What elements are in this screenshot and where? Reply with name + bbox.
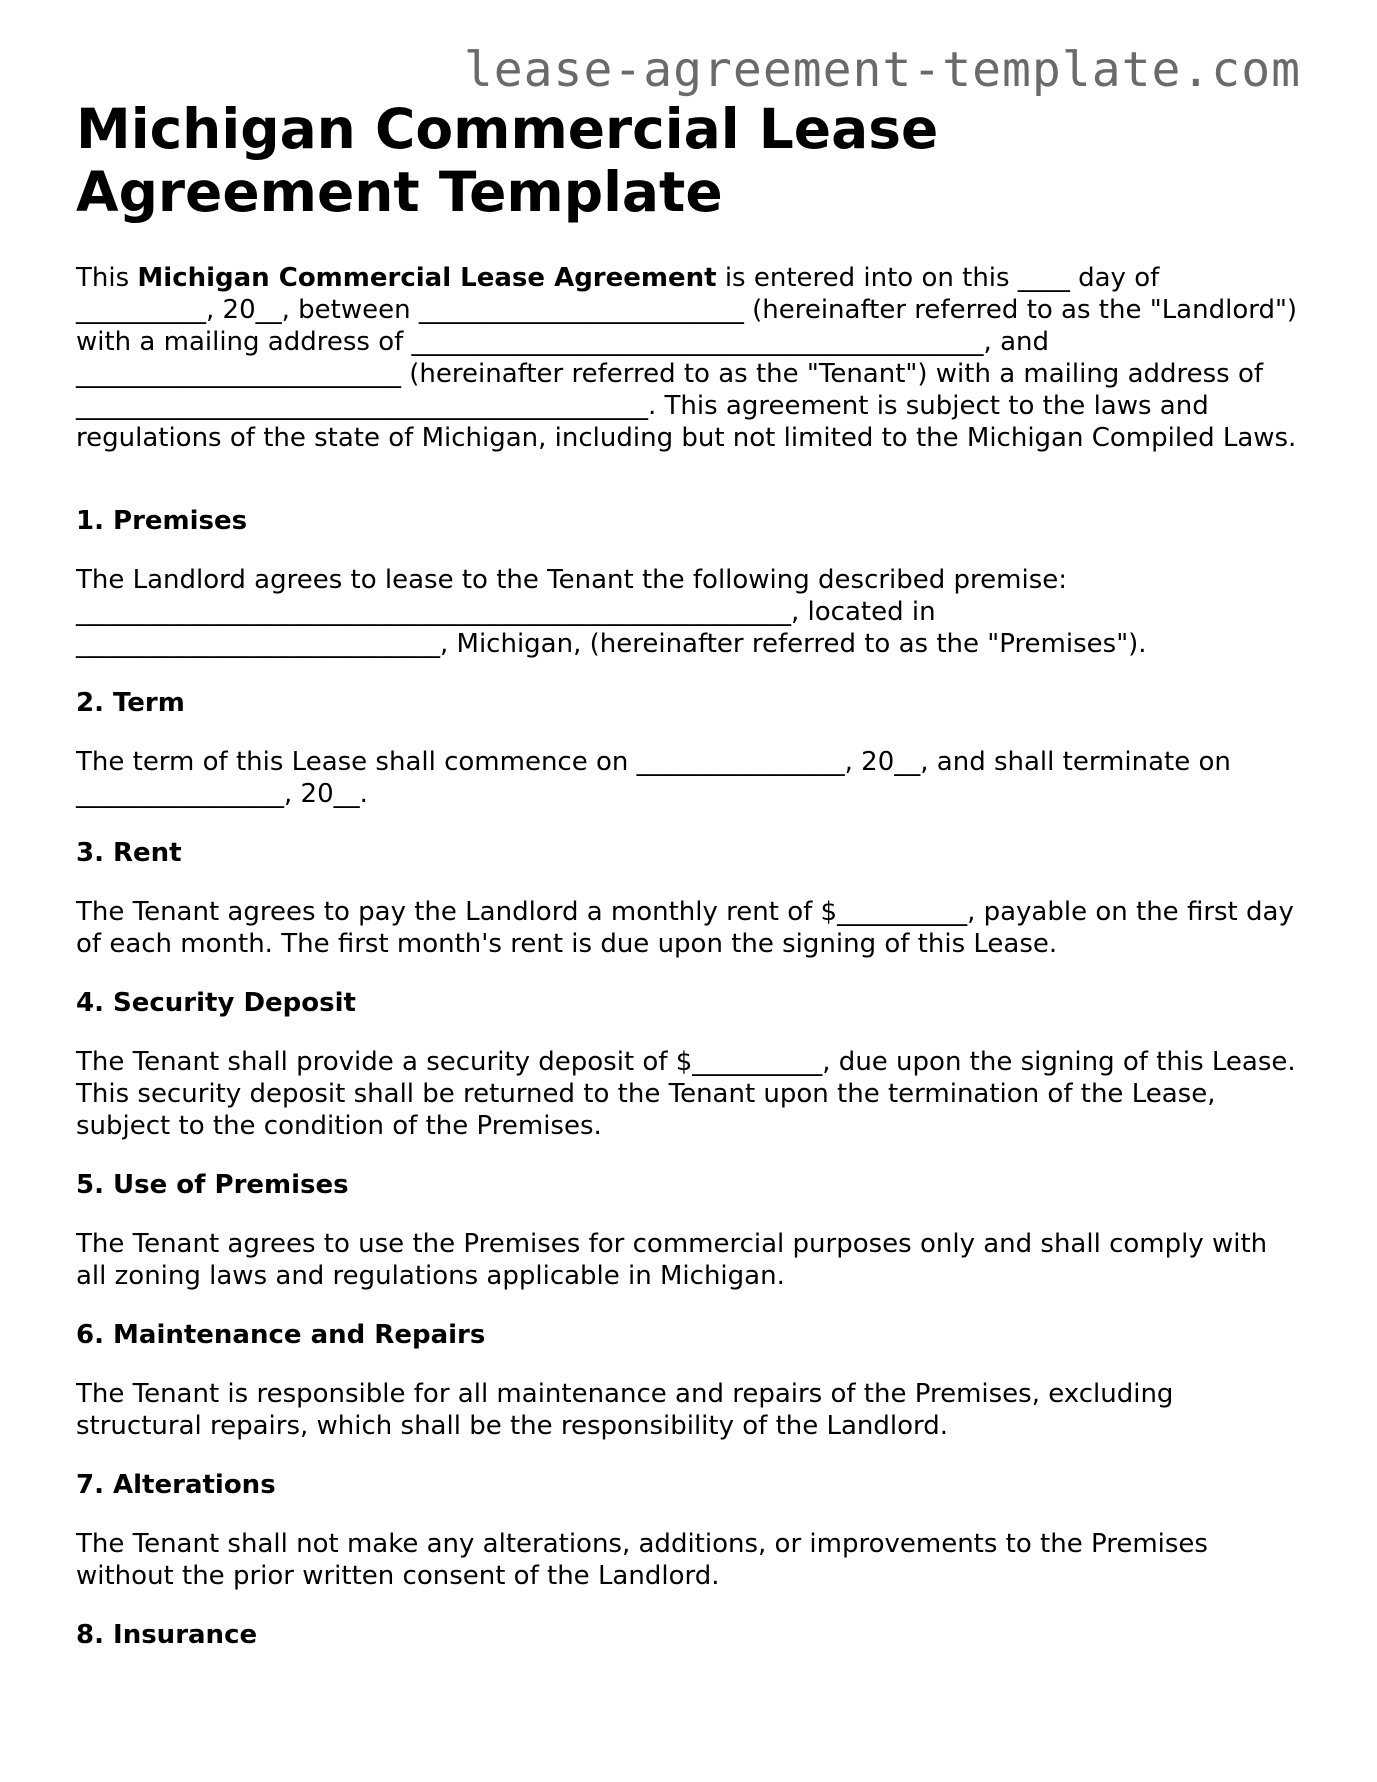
section-body: The Tenant agrees to use the Premises for commercial purposes only and shall comply with all zoning laws and regulations applicable in Michigan. [76,1229,1268,1291]
section-heading: 2. Term [76,688,185,718]
section-heading: 8. Insurance [76,1620,258,1650]
section-insurance [76,1619,1301,1651]
site-watermark: lease-agreement-template.com [463,42,1301,98]
section-body: The Tenant agrees to pay the Landlord a monthly rent of $__________, payable on the first day of each month. The first month's rent is due upon the signing of this Lease. [76,897,1294,959]
intro-prefix: This [76,263,138,293]
section-term [76,687,1301,810]
section-heading: 5. Use of Premises [76,1170,349,1200]
section-maintenance-repairs [76,1319,1301,1442]
section-heading: 4. Security Deposit [76,988,356,1018]
intro-paragraph [76,262,1301,454]
section-heading: 7. Alterations [76,1470,276,1500]
section-heading: 3. Rent [76,838,182,868]
section-alterations [76,1469,1301,1592]
section-body: The Tenant shall provide a security deposit of $__________, due upon the signing of this Lease. This security deposit shall be returned to the Tenant upon the termination of the Lease, subject to the condition of the Premises. [76,1047,1296,1141]
section-security-deposit [76,987,1301,1142]
section-rent [76,837,1301,960]
sections-list [76,505,1301,1678]
section-body: The Tenant shall not make any alterations, additions, or improvements to the Premises without the prior written consent of the Landlord. [76,1529,1208,1591]
section-body: The term of this Lease shall commence on ________________, 20__, and shall terminate on ________________, 20__. [76,747,1231,809]
section-body: The Tenant is responsible for all maintenance and repairs of the Premises, excluding structural repairs, which shall be the responsibility of the Landlord. [76,1379,1174,1441]
intro-text: is entered into on this ____ day of __________, 20__, between _________________________ (hereinafter referred to as the "Landlord") with a mailing address of ____________________________________________, and _________________________ (hereinafter referred to as the "Tenant") with a mailing address of ____________________________________________. This agreement is subject to the laws and regulations of the state of Michigan, including but not limited to the Michigan Compiled Laws. [76,263,1298,453]
section-heading: 1. Premises [76,506,248,536]
intro-agreement-name: Michigan Commercial Lease Agreement [137,263,717,293]
section-premises [76,505,1301,660]
section-use-of-premises [76,1169,1301,1292]
section-heading: 6. Maintenance and Repairs [76,1320,486,1350]
document-title: Michigan Commercial Lease Agreement Template [76,97,939,224]
section-body: The Landlord agrees to lease to the Tenant the following described premise: _______________________________________________________, located in ____________________________, Michigan, (hereinafter referred to as the "Premises"). [76,565,1147,659]
